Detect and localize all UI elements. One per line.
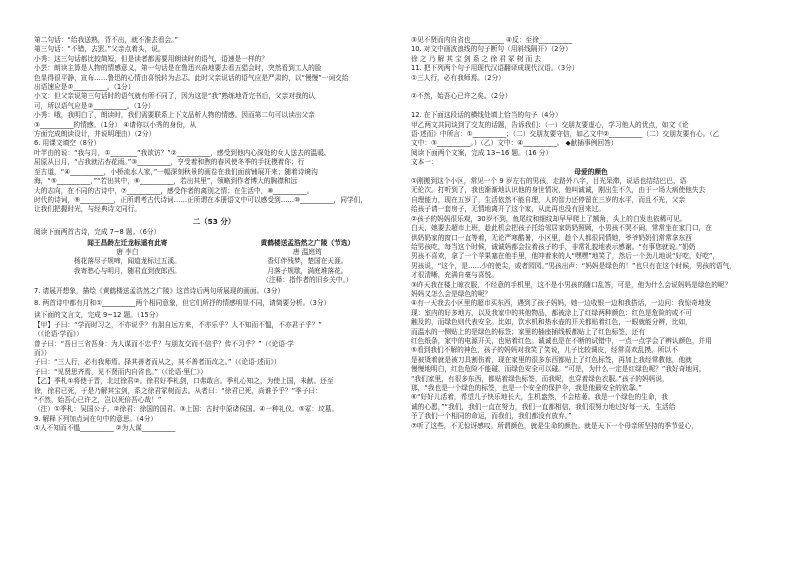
left-column (34, 36, 394, 434)
text-line: 徐，徐君已死，于是乃解其宝剑，系之徐君冢树而去。从者曰：“徐君已死，尚谁予乎？”季子曰： (34, 386, 322, 395)
text-line: 子曰：“三人行，必有我师焉。择其善者而从之，其不善者而改之。”（《论语·述而》） (34, 358, 281, 367)
paragraph-line: ⑥“好好儿活着，希望儿子快乐地长大，生机盎然，不会枯萎。我是一个绿色的生命，我 (411, 393, 668, 402)
paragraph-line: 男孩说，“这个，是……少的使尖，或者园园。”男孩出声：“妈妈是绿色的！”也只有在这个时候，男孩的语气， (411, 261, 736, 270)
paragraph-line: 给孩子请一套房子，无情地离开了这个家，从此再也没有回来过。 (411, 205, 605, 214)
paragraph-line: ③昨天我在楼上晾衣服，不经意的手机里，这不是小男孩的随口乱答，可是，他为什么会说妈妈是绿色的呢？ (411, 280, 732, 289)
paragraph-line: 白天，她要去超市上班，趁此机会把孩子托给邻居家奶奶照顾，小男孩不哭不闹，常常坐在家门口，在 (411, 224, 712, 233)
poem-2-title: 黄鹤楼送孟浩然之广陵（节选） (260, 238, 355, 247)
poem-1 (74, 239, 181, 286)
paragraph-line: 现：室内的好多地方，以及我家中的其他物品，都被涂上了红绿两种颜色：红色是危险的或不可 (411, 308, 692, 317)
question-8: 8. 两首诗中都有月和①__________两个相同意象，但它们所抒的情感明显不同，请简要分析。（3分） (34, 298, 331, 307)
paragraph-line: 而温水的一侧贴上的是绿色的标签；家里的插座插线板都贴上了红色标签，还有 (411, 327, 646, 336)
text-line: 小秀：这三句话都比较简短，但是读者都需要用朗读时的语气，语速是一样的？ (34, 54, 269, 63)
paragraph-line: 诚的心愿，”“我们，我们一直在努力，我们一直都相信，我们很努力地过好每一天，生活给 (411, 402, 676, 411)
paragraph-line: 红色纸条，家中的电源开关，也贴着红色。诚诚也是在不断的试错中，一点一点学会了辨认颜色，并用 (411, 336, 712, 345)
text-line: 【甲】子曰：“学而时习之，不亦说乎？有朋自远方来，不亦乐乎？人不知而不愠，不亦君子乎？” (34, 320, 322, 329)
text-line: 子曰：“见贤思齐焉，见不贤而内自省也。”（《论语·里仁》） (34, 367, 207, 376)
text-line (411, 102, 771, 111)
text-line: ②不然，始吾心已许之矣。（2分） (411, 92, 512, 101)
paragraph-line: 予了我们一个相同的命运，而我们，我们都没有放弃。” (411, 412, 572, 421)
poem-2-note: （注释：指作者的旧乡关中。） (262, 276, 353, 285)
article-body (411, 177, 771, 431)
reading-instruction-3: 阅读下面两个文案，完成 13~16 题。（16 分） (411, 148, 553, 157)
poem-1-line: 杨花落尽子规啼，闻道龙标过五溪。 (73, 257, 181, 266)
text-line: 【乙】季札①将使于晋，北过徐君②。徐君好季札剑，口弗敢言。季札心知之，为使上国，未献。还至 (34, 377, 334, 386)
text-line: 而》） (34, 349, 51, 357)
text-line: 方面完成朗读设计，并说明理由）（2分） (34, 130, 156, 139)
text-yi (34, 377, 394, 415)
reading-instruction-2: 读下面的文言文，完成 9~12 题。（15分） (34, 311, 163, 320)
text-line: 第三句话：“不错，去罢。”父亲点着头，说。 (34, 45, 165, 54)
text-line: 时代的诗词，⑨__________，正所谓考古代诗词……正所谓在本册语文中可以感受到……⑩__________，同学们， (34, 195, 367, 204)
poem-2-line: 月落子规歇，满庭堆落花。 (267, 266, 348, 275)
text-line: 文中：③__________。）（乙）文中：④__________。 ◆献插事例回答） (411, 139, 618, 148)
article-title: 母爱的颜色 (574, 167, 608, 176)
text-line: 小芸：朗读主算是人物的情感意义，第一句话是在鲁迅兴奋地要去看五猖会时，突然看到工人的脸 (34, 64, 322, 73)
right-top-lines (411, 36, 771, 149)
poem-1-title: 闻王昌龄左迁龙标遥有此寄 (87, 238, 168, 247)
paragraph-line: “我们家里，有很多东西，都贴着绿色标签，而我呢，也穿着绿色衣服。”孩子的妈妈说， (411, 374, 669, 383)
text-line: 可，所以语气应是②__________。（1分） (34, 101, 155, 110)
poem-2 (261, 239, 355, 286)
text-line: 出语速应是①__________。（1分） (34, 83, 135, 92)
paragraph-line: 是被烫着就是被刀具割伤着，现在家里的很多东西都贴上了红色标签，再加上我经常教他，他就 (411, 355, 692, 364)
question-9: 9. 解释下列加点词在句中的意思。（4分） (34, 414, 158, 423)
paragraph-line: 那，“我也是一个绿色的标签，也是一个安全的保护伞，我是他最安全的依靠。” (411, 384, 642, 392)
text-line: 语·述而》中所言：①__________；（二）交朋友要守信，如乙文中②__________（二）交朋友要有心。（乙 (411, 130, 720, 139)
paragraph-line: ④有一天我去小区里的超市买东西，遇到了孩子妈妈，她一边收银一边和我搭话，一边问：我惊奇地发 (411, 299, 712, 308)
paragraph-line: ⑤看到我们不解的神色，孩子的妈妈对我笑了笑说，儿子比较调皮，经常喜欢乱摸，所以不 (411, 346, 678, 355)
paragraph-line: ②孩子的妈妈很乐观，30岁不到，鱼尾纹和细纹却早早爬上了额角，头上的白发也依稀可见。 (411, 214, 687, 223)
text-line: 至古道，“④__________，小桥流水人家，”一幅深刻秋景的画卷在我们面前铺展开来；随着诗境沟 (34, 167, 318, 176)
text-line: ③见不贤而内自省也__________ ④反：至徐__________ (411, 36, 573, 44)
poems (34, 239, 394, 286)
reading-instruction-1: 阅读下面两首古诗，完成 7~8 题。（6分） (34, 228, 161, 237)
text-line: 甲乙两文共同谈到了交友的话题，告诉我们：（一）交朋友要虚心，学习他人的优点，如文《论 (411, 120, 689, 129)
poem-2-author: 唐 温庭筠 (292, 247, 322, 256)
paragraph-line: 触及的，而绿色则代表安全。比如，饮水机和热水壶的开关都贴着红色，一眼就能分辨，比如， (411, 318, 692, 327)
text-line: 10. 对文中画波浪线的句子断句（用斜线隔开）（2分） (411, 45, 572, 54)
paragraph-line: 给男孩吃，每当这个时候，诚诚妈都会拉着孩子的手，非常礼貌地表示感谢。“有事您就说。”奶奶 (411, 242, 696, 251)
paragraph-line: 男孩不喜欢，拿了一个苹果塞在他手里，他冲着来的人“嘿嘿”地笑了，然后一个劲儿地说“好吃，好吃”， (411, 252, 720, 261)
text-line: 叶芊由的说：“我与月，①________“我欲访？”②__________，感受到他内心深处的女人送去的温暖。 (34, 148, 331, 157)
paragraph-line: 无伦次。打听到了，我也渐渐地认识他的身世情况，他叫诚诚，刚出生不久，由于一场大病使他失去 (411, 186, 706, 195)
text-line (411, 83, 771, 92)
paragraph-line: 自理能力，现在五岁了，生活依然不能自理，人的智力还停留在三岁的水平，而且不光，父亲 (411, 195, 686, 204)
text-line: 第二句话：“给我送熟，背不出，就不准去看会。” (34, 36, 179, 44)
text-line: ③__________的情感。（1分） ④请你以小秀的身份，从 (34, 120, 197, 129)
text-line: 小文：但父亲说第三句话时的语气就有所不同了，因为这是“我”熟练地背完书后，父亲对我的认 (34, 92, 316, 101)
text-line: ①三人行，必有我师焉。（2分） (411, 73, 505, 82)
paragraph-line: ①刚搬到这个小区，常见一个 9 岁左右的男孩，走路外八字，目光呆滞，说话也结结巴巴，语 (411, 177, 687, 186)
document-label: 文本一： (411, 158, 438, 167)
text-line: 屈原从日月，“占我就沾杏花雨。”③__________，亨受着和煦的春风使冬季的手抚摸着你；行 (34, 158, 305, 167)
text-line: 小秀：哦，我明白了，朗读时，我们需要联系上下文品析人物的情感。因而第二句可以读出父亲 (34, 111, 315, 120)
section-heading: 二（53 分） (192, 216, 236, 226)
text-line: 徐 之 乃 解 其 宝 剑 系 之 徐 君 冢 树 而 去 (411, 54, 542, 63)
text-line: 曾子曰：“吾日三省吾身：为人谋而不忠乎？与朋友交而不信乎？传不习乎？”（《论语·学 (34, 339, 294, 348)
text-line: 6. 用课文填空（8分） (34, 139, 101, 148)
question-9-options: ①人不知而不愠__________ ②为人谋__________ (34, 424, 176, 433)
text-line: （《论语·学而》） (34, 330, 83, 339)
left-lines (34, 36, 394, 215)
text-line: （注）①季札：吴国公子。②徐君：徐国的国君。③上国：古时中原诸侯国。④一种礼仪。⑤冢：坟墓。 (34, 405, 339, 414)
paragraph-line: ⑦听了这些，不无惊讶感叹。所谓颜色，就是生命的颜色。就是天下一个母亲所坚持的季节爱心， (411, 421, 698, 430)
text-line: 大的志向，在不同的古诗中，⑦__________，感受作者的离别之情；在生活中，⑧__________。 (34, 186, 314, 195)
text-jia (34, 321, 394, 377)
poem-1-line: 我寄愁心与明月，随君直到夜郎西。 (73, 266, 181, 275)
poem-2-line: 香灯伴残梦，楚国在天涯。 (267, 257, 348, 266)
right-column (411, 36, 771, 431)
poem-1-author: 唐 李白 (116, 247, 139, 256)
text-line: 12. 在下面这段话的横线处填上恰当的句子（4分） (411, 111, 562, 120)
paragraph-line: 供奶奶家的窗口一直等着，无论严寒酷暑，小区里，趁个人都很同情她，爷爷奶奶们常常拿东西 (411, 233, 692, 242)
text-line: 11. 把下列两个句子用现代汉语翻译成现代汉语。（3分） (411, 64, 579, 73)
text-line: 海，“⑤__________，”“若出其中，⑥__________，若出其里”，领略到作者博大的胸襟和远 (34, 177, 298, 186)
question-7: 7. 请展开想象，描绘《黄鹤楼送孟浩然之广陵》这首诗后两句所展现的画面。（3分） (34, 286, 285, 295)
paragraph-line: 慢慢地明白，红色危险不能碰，而绿色安全可以碰。“可是，为什么一定是红绿色呢？”我好奇地问， (411, 365, 706, 374)
paragraph-line: 才很清晰，充满自豪与喜悦。 (411, 271, 498, 280)
text-line: 让我们把握时光，与经典诗文同行。 (34, 205, 141, 214)
paragraph-line: 妈妈又怎么会是绿色的呢？ (411, 289, 492, 298)
text-line: 色显得很平静，宣布……鲁迅的心情由喜悦转为忐忑。此时父亲说话的语气应是严肃的，以“慢慢”一词交给 (34, 73, 349, 82)
text-line: “不然，始吾心已许之，岂以死倍吾心哉！” (34, 396, 162, 405)
